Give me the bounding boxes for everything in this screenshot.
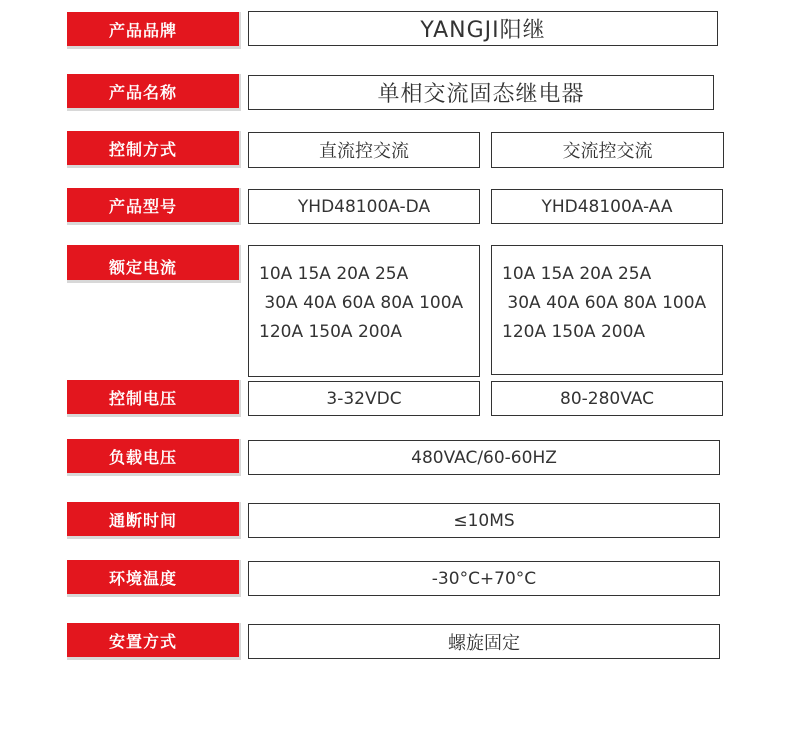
control-voltage-ac-value: 80-280VAC (491, 381, 723, 416)
ambient-temperature-label: 环境温度 (67, 560, 241, 597)
control-mode-dc-value: 直流控交流 (248, 132, 480, 168)
rated-current-dc-line-2: 30A 40A 60A 80A 100A (259, 293, 464, 313)
mounting-label: 安置方式 (67, 623, 241, 660)
control-mode-ac-value: 交流控交流 (491, 132, 724, 168)
load-voltage-value: 480VAC/60-60HZ (248, 440, 720, 475)
product-name-label: 产品名称 (67, 74, 241, 111)
product-name-value: 单相交流固态继电器 (248, 75, 714, 110)
ambient-temperature-value: -30°C+70°C (248, 561, 720, 596)
model-label: 产品型号 (67, 188, 241, 225)
rated-current-ac-line-1: 10A 15A 20A 25A (502, 264, 652, 284)
control-voltage-dc-value: 3-32VDC (248, 381, 480, 416)
brand-value: YANGJI阳继 (248, 11, 718, 46)
rated-current-dc-list (248, 245, 480, 377)
rated-current-ac-line-3: 120A 150A 200A (502, 322, 646, 342)
mounting-value: 螺旋固定 (248, 624, 720, 659)
load-voltage-label: 负载电压 (67, 439, 241, 476)
rated-current-dc-line-1: 10A 15A 20A 25A (259, 264, 409, 284)
rated-current-dc-line-3: 120A 150A 200A (259, 322, 403, 342)
rated-current-ac-list (491, 245, 723, 375)
model-dc-value: YHD48100A-DA (248, 189, 480, 224)
switch-time-label: 通断时间 (67, 502, 241, 539)
rated-current-label: 额定电流 (67, 245, 241, 283)
switch-time-value: ≤10MS (248, 503, 720, 538)
brand-label: 产品品牌 (67, 12, 241, 49)
control-mode-label: 控制方式 (67, 131, 241, 168)
model-ac-value: YHD48100A-AA (491, 189, 723, 224)
control-voltage-label: 控制电压 (67, 380, 241, 417)
rated-current-ac-line-2: 30A 40A 60A 80A 100A (502, 293, 707, 313)
